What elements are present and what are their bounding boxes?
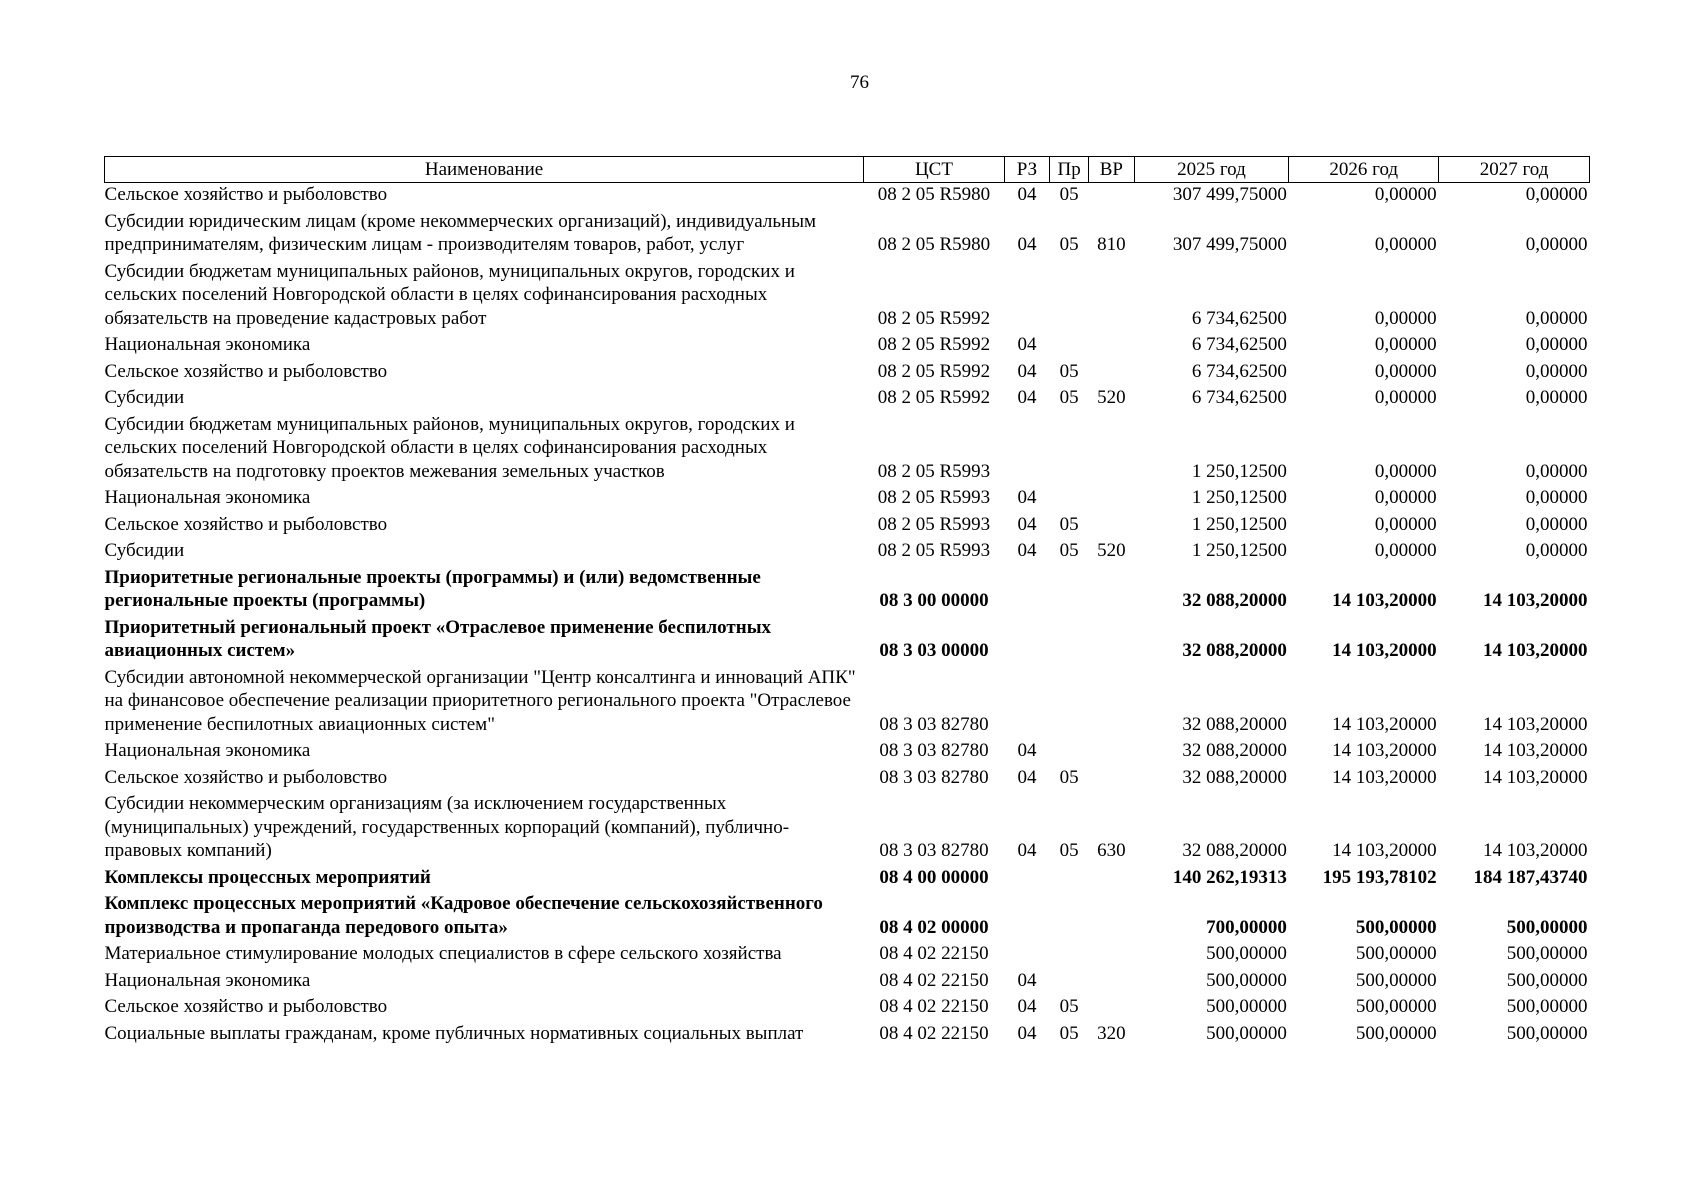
cell-cst: 08 2 05 R5980	[877, 184, 991, 205]
cell-2026: 0,00000	[1374, 334, 1437, 355]
cell-2025: 1 250,12500	[1191, 540, 1287, 561]
cell-2026: 14 103,20000	[1332, 640, 1437, 661]
cell-2027: 500,00000	[1506, 916, 1588, 938]
cell-2025: 6 734,62500	[1191, 334, 1287, 355]
cell-vr	[1089, 766, 1134, 793]
budget-table	[104, 156, 1590, 1048]
cell-pr: 05	[1059, 234, 1079, 255]
cell-name: Национальная экономика	[104, 334, 311, 355]
cell-2025: 307 499,75000	[1172, 234, 1287, 255]
cell-rz: 04	[1017, 334, 1037, 355]
cell-name: Субсидии автономной некоммерческой организации "Центр консалтинга и инноваций АПК" на финансовое обеспечение реализации приоритетного регионального проекта "Отраслевое применение беспилотных авиационных систем"	[104, 666, 856, 735]
cell-2025: 500,00000	[1206, 943, 1287, 964]
cell-rz: 04	[1017, 234, 1037, 255]
cell-2025: 1 250,12500	[1191, 487, 1287, 508]
cell-name: Национальная экономика	[104, 740, 311, 761]
cell-cst: 08 2 05 R5992	[877, 387, 991, 408]
cell-rz: 04	[1017, 387, 1037, 408]
cell-2026: 195 193,78102	[1322, 866, 1437, 888]
cell-name: Сельское хозяйство и рыболовство	[104, 996, 388, 1017]
cell-pr	[1050, 333, 1089, 360]
cell-cst: 08 2 05 R5993	[877, 513, 991, 535]
cell-2027: 184 187,43740	[1473, 866, 1588, 888]
cell-2026: 14 103,20000	[1332, 840, 1437, 861]
cell-vr	[1089, 513, 1134, 540]
header-row	[105, 157, 1590, 183]
cell-cst: 08 4 02 22150	[879, 1022, 989, 1044]
cell-vr	[1089, 892, 1134, 942]
cell-2026: 500,00000	[1355, 969, 1437, 991]
cell-cst: 08 2 05 R5993	[877, 460, 991, 482]
table-body	[105, 183, 1590, 1049]
header-cst: ЦСТ	[864, 157, 1005, 183]
cell-name: Субсидии	[104, 540, 185, 561]
page-number: 76	[850, 72, 869, 93]
table-row	[105, 413, 1590, 487]
cell-rz: 04	[1017, 1022, 1037, 1044]
header-2026: 2026 год	[1289, 157, 1439, 183]
cell-name: Сельское хозяйство и рыболовство	[104, 513, 388, 535]
cell-vr	[1089, 616, 1134, 666]
cell-rz: 04	[1017, 184, 1037, 205]
table-row	[105, 386, 1590, 413]
cell-2027: 14 103,20000	[1483, 590, 1588, 611]
cell-2025: 1 250,12500	[1191, 513, 1287, 535]
cell-2026: 0,00000	[1374, 307, 1437, 329]
cell-cst: 08 2 05 R5992	[877, 334, 991, 355]
cell-2025: 32 088,20000	[1182, 740, 1287, 761]
cell-name: Сельское хозяйство и рыболовство	[104, 360, 388, 382]
cell-pr	[1050, 413, 1089, 487]
cell-rz	[1004, 866, 1049, 893]
cell-pr: 05	[1059, 513, 1079, 535]
cell-2025: 32 088,20000	[1182, 766, 1287, 788]
cell-2026: 0,00000	[1374, 360, 1437, 382]
cell-rz	[1004, 616, 1049, 666]
cell-2026: 0,00000	[1374, 387, 1437, 408]
cell-2027: 0,00000	[1525, 513, 1588, 535]
cell-cst: 08 3 03 82780	[879, 713, 989, 735]
cell-2025: 307 499,75000	[1172, 184, 1287, 205]
cell-pr: 05	[1059, 766, 1079, 788]
cell-rz: 04	[1017, 766, 1037, 788]
table-row	[105, 866, 1590, 893]
cell-rz: 04	[1017, 840, 1037, 861]
table-row	[105, 486, 1590, 513]
cell-2026: 0,00000	[1374, 540, 1437, 561]
cell-2025: 700,00000	[1206, 916, 1287, 938]
header-rz: РЗ	[1004, 157, 1049, 183]
cell-pr	[1050, 942, 1089, 969]
cell-2027: 0,00000	[1525, 360, 1588, 382]
cell-2026: 14 103,20000	[1332, 766, 1437, 788]
table-row	[105, 513, 1590, 540]
cell-2025: 1 250,12500	[1191, 460, 1287, 482]
cell-rz	[1004, 892, 1049, 942]
cell-pr	[1050, 739, 1089, 766]
cell-2026: 0,00000	[1374, 460, 1437, 482]
cell-2027: 0,00000	[1525, 387, 1588, 408]
cell-name: Комплекс процессных мероприятий «Кадровое обеспечение сельскохозяйственного производства и пропаганда передового опыта»	[104, 893, 823, 938]
cell-cst: 08 3 03 82780	[879, 840, 989, 861]
cell-cst: 08 4 02 00000	[879, 916, 989, 938]
cell-name: Материальное стимулирование молодых специалистов в сфере сельского хозяйства	[104, 943, 782, 964]
cell-pr: 05	[1059, 387, 1079, 408]
header-2027: 2027 год	[1439, 157, 1590, 183]
cell-2027: 500,00000	[1506, 996, 1588, 1017]
cell-vr	[1089, 413, 1134, 487]
cell-2025: 6 734,62500	[1191, 360, 1287, 382]
cell-2025: 500,00000	[1206, 969, 1287, 991]
cell-name: Приоритетные региональные проекты (программы) и (или) ведомственные региональные проекты (программы)	[104, 566, 761, 611]
cell-2026: 500,00000	[1355, 916, 1437, 938]
cell-pr: 05	[1059, 1022, 1079, 1044]
cell-pr	[1050, 866, 1089, 893]
cell-pr: 05	[1059, 360, 1079, 382]
cell-2026: 500,00000	[1355, 996, 1437, 1017]
cell-name: Субсидии бюджетам муниципальных районов, муниципальных округов, городских и сельских поселений Новгородской области в целях софинансирования расходных обязательств на проведение кадастровых работ	[104, 260, 795, 329]
cell-2027: 14 103,20000	[1483, 713, 1588, 735]
cell-name: Субсидии юридическим лицам (кроме некоммерческих организаций), индивидуальным предпринимателям, физическим лицам - производителям товаров, работ, услуг	[104, 210, 816, 255]
cell-cst: 08 4 02 22150	[879, 996, 989, 1017]
cell-cst: 08 2 05 R5992	[877, 360, 991, 382]
cell-vr: 520	[1097, 387, 1126, 408]
cell-name: Приоритетный региональный проект «Отраслевое применение беспилотных авиационных систем»	[104, 616, 772, 661]
cell-2025: 32 088,20000	[1182, 640, 1287, 661]
cell-2027: 500,00000	[1506, 1022, 1588, 1044]
table-row	[105, 210, 1590, 260]
cell-rz	[1004, 413, 1049, 487]
cell-rz	[1004, 260, 1049, 334]
cell-name: Субсидии	[104, 387, 185, 408]
cell-cst: 08 3 03 82780	[879, 766, 989, 788]
cell-vr	[1089, 942, 1134, 969]
cell-vr	[1089, 739, 1134, 766]
cell-cst: 08 4 02 22150	[879, 943, 989, 964]
cell-vr	[1089, 360, 1134, 387]
cell-rz: 04	[1017, 487, 1037, 508]
cell-vr	[1089, 969, 1134, 996]
cell-name: Комплексы процессных мероприятий	[104, 866, 431, 888]
cell-name: Социальные выплаты гражданам, кроме публичных нормативных социальных выплат	[104, 1022, 804, 1044]
table-row	[105, 942, 1590, 969]
cell-2026: 0,00000	[1374, 513, 1437, 535]
table-row	[105, 892, 1590, 942]
cell-2025: 32 088,20000	[1182, 590, 1287, 611]
cell-cst: 08 3 03 00000	[879, 640, 989, 661]
cell-rz: 04	[1017, 969, 1037, 991]
cell-cst: 08 3 00 00000	[879, 590, 989, 611]
cell-vr	[1089, 486, 1134, 513]
cell-2027: 500,00000	[1506, 969, 1588, 991]
cell-2025: 140 262,19313	[1172, 866, 1287, 888]
table-row	[105, 360, 1590, 387]
header-pr: Пр	[1050, 157, 1089, 183]
cell-2027: 0,00000	[1525, 487, 1588, 508]
header-2025: 2025 год	[1134, 157, 1289, 183]
cell-vr	[1089, 333, 1134, 360]
cell-pr: 05	[1059, 540, 1079, 561]
table-row	[105, 766, 1590, 793]
cell-pr: 05	[1059, 840, 1079, 861]
cell-2026: 500,00000	[1355, 1022, 1437, 1044]
table-row	[105, 969, 1590, 996]
cell-cst: 08 4 00 00000	[879, 866, 989, 888]
cell-pr: 05	[1059, 996, 1079, 1017]
table-row	[105, 183, 1590, 210]
table-header	[105, 157, 1590, 183]
table-row	[105, 566, 1590, 616]
cell-pr	[1050, 969, 1089, 996]
cell-2025: 6 734,62500	[1191, 387, 1287, 408]
cell-rz: 04	[1017, 540, 1037, 561]
cell-name: Сельское хозяйство и рыболовство	[104, 184, 388, 205]
table-row	[105, 792, 1590, 866]
cell-2027: 14 103,20000	[1483, 840, 1588, 861]
cell-2026: 14 103,20000	[1332, 590, 1437, 611]
table-row	[105, 333, 1590, 360]
cell-2027: 0,00000	[1525, 307, 1588, 329]
cell-cst: 08 2 05 R5980	[877, 234, 991, 255]
header-name: Наименование	[105, 157, 864, 183]
cell-vr	[1089, 866, 1134, 893]
cell-cst: 08 4 02 22150	[879, 969, 989, 991]
cell-pr	[1050, 892, 1089, 942]
cell-vr	[1089, 666, 1134, 740]
cell-pr	[1050, 486, 1089, 513]
cell-2025: 500,00000	[1206, 996, 1287, 1017]
cell-cst: 08 3 03 82780	[879, 740, 989, 761]
cell-rz	[1004, 942, 1049, 969]
cell-vr	[1089, 566, 1134, 616]
cell-vr: 810	[1097, 234, 1126, 255]
cell-pr: 05	[1059, 184, 1079, 205]
table-row	[105, 260, 1590, 334]
cell-vr: 520	[1097, 540, 1126, 561]
cell-rz	[1004, 666, 1049, 740]
cell-2027: 500,00000	[1506, 943, 1588, 964]
cell-2026: 500,00000	[1355, 943, 1437, 964]
cell-2026: 0,00000	[1374, 184, 1437, 205]
cell-rz	[1004, 566, 1049, 616]
cell-2026: 0,00000	[1374, 487, 1437, 508]
cell-vr: 630	[1097, 840, 1126, 861]
cell-name: Сельское хозяйство и рыболовство	[104, 766, 388, 788]
cell-2027: 0,00000	[1525, 334, 1588, 355]
cell-2027: 0,00000	[1525, 460, 1588, 482]
cell-2025: 500,00000	[1206, 1022, 1287, 1044]
cell-2026: 14 103,20000	[1332, 713, 1437, 735]
cell-2027: 14 103,20000	[1483, 740, 1588, 761]
table-row	[105, 995, 1590, 1022]
cell-name: Национальная экономика	[104, 969, 311, 991]
cell-2026: 14 103,20000	[1332, 740, 1437, 761]
cell-2025: 32 088,20000	[1182, 713, 1287, 735]
cell-vr: 320	[1097, 1022, 1126, 1044]
cell-name: Национальная экономика	[104, 487, 311, 508]
header-vr: ВР	[1089, 157, 1134, 183]
cell-2025: 32 088,20000	[1182, 840, 1287, 861]
table-row	[105, 539, 1590, 566]
cell-rz: 04	[1017, 740, 1037, 761]
table-row	[105, 1022, 1590, 1049]
cell-2027: 14 103,20000	[1483, 640, 1588, 661]
cell-2025: 6 734,62500	[1191, 307, 1287, 329]
cell-name: Субсидии некоммерческим организациям (за исключением государственных (муниципальных) учреждений, государственных корпораций (компаний), публично-правовых компаний)	[104, 793, 790, 861]
cell-cst: 08 2 05 R5993	[877, 540, 991, 561]
cell-pr	[1050, 566, 1089, 616]
cell-rz: 04	[1017, 996, 1037, 1017]
cell-rz: 04	[1017, 513, 1037, 535]
cell-pr	[1050, 616, 1089, 666]
cell-vr	[1089, 260, 1134, 334]
cell-2027: 0,00000	[1525, 184, 1588, 205]
cell-2026: 0,00000	[1374, 234, 1437, 255]
table-row	[105, 739, 1590, 766]
table-row	[105, 666, 1590, 740]
cell-cst: 08 2 05 R5992	[877, 307, 991, 329]
cell-pr	[1050, 260, 1089, 334]
table-row	[105, 616, 1590, 666]
cell-name: Субсидии бюджетам муниципальных районов, муниципальных округов, городских и сельских поселений Новгородской области в целях софинансирования расходных обязательств на подготовку проектов межевания земельных участков	[104, 413, 795, 482]
cell-vr	[1089, 183, 1134, 210]
cell-cst: 08 2 05 R5993	[877, 487, 991, 508]
cell-rz: 04	[1017, 360, 1037, 382]
cell-2027: 0,00000	[1525, 540, 1588, 561]
cell-2027: 14 103,20000	[1483, 766, 1588, 788]
cell-pr	[1050, 666, 1089, 740]
cell-2027: 0,00000	[1525, 234, 1588, 255]
cell-vr	[1089, 995, 1134, 1022]
